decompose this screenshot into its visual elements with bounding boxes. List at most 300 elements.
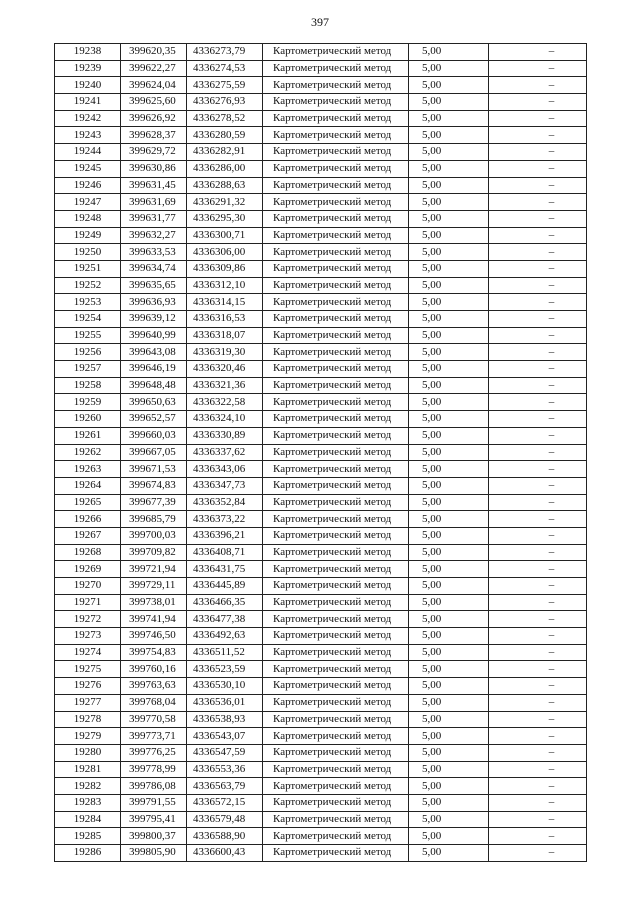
description-cell: –	[489, 127, 587, 144]
x-coordinate-cell: 399622,27	[121, 60, 187, 77]
table-row	[55, 611, 587, 628]
error-cell: 5,00	[409, 644, 489, 661]
table-row	[55, 427, 587, 444]
table-row	[55, 294, 587, 311]
error-cell: 5,00	[409, 311, 489, 328]
point-number-cell: 19238	[55, 44, 121, 61]
x-coordinate-cell: 399631,45	[121, 177, 187, 194]
error-cell: 5,00	[409, 60, 489, 77]
point-number-cell: 19247	[55, 194, 121, 211]
x-coordinate-cell: 399671,53	[121, 461, 187, 478]
description-cell: –	[489, 294, 587, 311]
y-coordinate-cell: 4336318,07	[187, 327, 263, 344]
y-coordinate-cell: 4336309,86	[187, 260, 263, 277]
x-coordinate-cell: 399635,65	[121, 277, 187, 294]
y-coordinate-cell: 4336316,53	[187, 311, 263, 328]
x-coordinate-cell: 399628,37	[121, 127, 187, 144]
description-cell: –	[489, 277, 587, 294]
x-coordinate-cell: 399634,74	[121, 260, 187, 277]
method-cell: Картометрический метод	[263, 77, 409, 94]
table-row	[55, 244, 587, 261]
x-coordinate-cell: 399629,72	[121, 144, 187, 161]
y-coordinate-cell: 4336291,32	[187, 194, 263, 211]
y-coordinate-cell: 4336347,73	[187, 477, 263, 494]
x-coordinate-cell: 399677,39	[121, 494, 187, 511]
x-coordinate-cell: 399633,53	[121, 244, 187, 261]
error-cell: 5,00	[409, 277, 489, 294]
table-row	[55, 361, 587, 378]
point-number-cell: 19254	[55, 311, 121, 328]
description-cell: –	[489, 561, 587, 578]
x-coordinate-cell: 399800,37	[121, 828, 187, 845]
x-coordinate-cell: 399643,08	[121, 344, 187, 361]
error-cell: 5,00	[409, 628, 489, 645]
y-coordinate-cell: 4336306,00	[187, 244, 263, 261]
method-cell: Картометрический метод	[263, 144, 409, 161]
point-number-cell: 19264	[55, 477, 121, 494]
table-row	[55, 477, 587, 494]
description-cell: –	[489, 678, 587, 695]
point-number-cell: 19286	[55, 845, 121, 862]
x-coordinate-cell: 399650,63	[121, 394, 187, 411]
point-number-cell: 19241	[55, 94, 121, 111]
y-coordinate-cell: 4336352,84	[187, 494, 263, 511]
table-row	[55, 177, 587, 194]
table-row	[55, 94, 587, 111]
x-coordinate-cell: 399624,04	[121, 77, 187, 94]
x-coordinate-cell: 399620,35	[121, 44, 187, 61]
point-number-cell: 19240	[55, 77, 121, 94]
method-cell: Картометрический метод	[263, 744, 409, 761]
description-cell: –	[489, 594, 587, 611]
y-coordinate-cell: 4336330,89	[187, 427, 263, 444]
point-number-cell: 19251	[55, 260, 121, 277]
y-coordinate-cell: 4336282,91	[187, 144, 263, 161]
table-row	[55, 661, 587, 678]
x-coordinate-cell: 399639,12	[121, 311, 187, 328]
y-coordinate-cell: 4336300,71	[187, 227, 263, 244]
description-cell: –	[489, 778, 587, 795]
x-coordinate-cell: 399709,82	[121, 544, 187, 561]
y-coordinate-cell: 4336538,93	[187, 711, 263, 728]
error-cell: 5,00	[409, 794, 489, 811]
error-cell: 5,00	[409, 294, 489, 311]
y-coordinate-cell: 4336320,46	[187, 361, 263, 378]
table-row	[55, 60, 587, 77]
x-coordinate-cell: 399632,27	[121, 227, 187, 244]
x-coordinate-cell: 399660,03	[121, 427, 187, 444]
y-coordinate-cell: 4336536,01	[187, 694, 263, 711]
error-cell: 5,00	[409, 77, 489, 94]
method-cell: Картометрический метод	[263, 628, 409, 645]
point-number-cell: 19245	[55, 160, 121, 177]
x-coordinate-cell: 399770,58	[121, 711, 187, 728]
table-row	[55, 144, 587, 161]
table-body	[55, 44, 587, 862]
method-cell: Картометрический метод	[263, 127, 409, 144]
description-cell: –	[489, 394, 587, 411]
point-number-cell: 19263	[55, 461, 121, 478]
error-cell: 5,00	[409, 344, 489, 361]
y-coordinate-cell: 4336273,79	[187, 44, 263, 61]
point-number-cell: 19244	[55, 144, 121, 161]
y-coordinate-cell: 4336553,36	[187, 761, 263, 778]
y-coordinate-cell: 4336337,62	[187, 444, 263, 461]
x-coordinate-cell: 399746,50	[121, 628, 187, 645]
description-cell: –	[489, 461, 587, 478]
table-row	[55, 461, 587, 478]
point-number-cell: 19281	[55, 761, 121, 778]
y-coordinate-cell: 4336321,36	[187, 377, 263, 394]
y-coordinate-cell: 4336343,06	[187, 461, 263, 478]
method-cell: Картометрический метод	[263, 511, 409, 528]
y-coordinate-cell: 4336477,38	[187, 611, 263, 628]
error-cell: 5,00	[409, 594, 489, 611]
method-cell: Картометрический метод	[263, 194, 409, 211]
description-cell: –	[489, 578, 587, 595]
error-cell: 5,00	[409, 244, 489, 261]
description-cell: –	[489, 244, 587, 261]
table-row	[55, 527, 587, 544]
table-row	[55, 511, 587, 528]
x-coordinate-cell: 399626,92	[121, 110, 187, 127]
error-cell: 5,00	[409, 694, 489, 711]
point-number-cell: 19257	[55, 361, 121, 378]
table-row	[55, 494, 587, 511]
y-coordinate-cell: 4336408,71	[187, 544, 263, 561]
description-cell: –	[489, 728, 587, 745]
point-number-cell: 19282	[55, 778, 121, 795]
table-row	[55, 210, 587, 227]
error-cell: 5,00	[409, 561, 489, 578]
description-cell: –	[489, 811, 587, 828]
method-cell: Картометрический метод	[263, 427, 409, 444]
method-cell: Картометрический метод	[263, 210, 409, 227]
method-cell: Картометрический метод	[263, 377, 409, 394]
method-cell: Картометрический метод	[263, 394, 409, 411]
y-coordinate-cell: 4336275,59	[187, 77, 263, 94]
method-cell: Картометрический метод	[263, 94, 409, 111]
table-row	[55, 628, 587, 645]
error-cell: 5,00	[409, 144, 489, 161]
x-coordinate-cell: 399631,77	[121, 210, 187, 227]
point-number-cell: 19267	[55, 527, 121, 544]
method-cell: Картометрический метод	[263, 527, 409, 544]
method-cell: Картометрический метод	[263, 244, 409, 261]
point-number-cell: 19259	[55, 394, 121, 411]
table-row	[55, 77, 587, 94]
description-cell: –	[489, 110, 587, 127]
y-coordinate-cell: 4336276,93	[187, 94, 263, 111]
method-cell: Картометрический метод	[263, 160, 409, 177]
x-coordinate-cell: 399773,71	[121, 728, 187, 745]
point-number-cell: 19256	[55, 344, 121, 361]
description-cell: –	[489, 761, 587, 778]
table-row	[55, 845, 587, 862]
table-row	[55, 711, 587, 728]
x-coordinate-cell: 399630,86	[121, 160, 187, 177]
method-cell: Картометрический метод	[263, 778, 409, 795]
x-coordinate-cell: 399738,01	[121, 594, 187, 611]
description-cell: –	[489, 494, 587, 511]
method-cell: Картометрический метод	[263, 711, 409, 728]
table-row	[55, 744, 587, 761]
method-cell: Картометрический метод	[263, 644, 409, 661]
table-row	[55, 561, 587, 578]
page-number: 397	[311, 15, 329, 29]
y-coordinate-cell: 4336523,59	[187, 661, 263, 678]
method-cell: Картометрический метод	[263, 344, 409, 361]
table-row	[55, 761, 587, 778]
table-row	[55, 544, 587, 561]
y-coordinate-cell: 4336547,59	[187, 744, 263, 761]
y-coordinate-cell: 4336600,43	[187, 845, 263, 862]
description-cell: –	[489, 711, 587, 728]
x-coordinate-cell: 399674,83	[121, 477, 187, 494]
y-coordinate-cell: 4336314,15	[187, 294, 263, 311]
error-cell: 5,00	[409, 728, 489, 745]
x-coordinate-cell: 399741,94	[121, 611, 187, 628]
x-coordinate-cell: 399667,05	[121, 444, 187, 461]
description-cell: –	[489, 527, 587, 544]
description-cell: –	[489, 210, 587, 227]
method-cell: Картометрический метод	[263, 477, 409, 494]
description-cell: –	[489, 144, 587, 161]
description-cell: –	[489, 227, 587, 244]
description-cell: –	[489, 94, 587, 111]
method-cell: Картометрический метод	[263, 828, 409, 845]
method-cell: Картометрический метод	[263, 177, 409, 194]
error-cell: 5,00	[409, 461, 489, 478]
table-row	[55, 444, 587, 461]
table-row	[55, 194, 587, 211]
description-cell: –	[489, 411, 587, 428]
error-cell: 5,00	[409, 411, 489, 428]
x-coordinate-cell: 399763,63	[121, 678, 187, 695]
method-cell: Картометрический метод	[263, 494, 409, 511]
point-number-cell: 19258	[55, 377, 121, 394]
method-cell: Картометрический метод	[263, 811, 409, 828]
error-cell: 5,00	[409, 711, 489, 728]
table-row	[55, 694, 587, 711]
error-cell: 5,00	[409, 394, 489, 411]
method-cell: Картометрический метод	[263, 461, 409, 478]
x-coordinate-cell: 399805,90	[121, 845, 187, 862]
point-number-cell: 19239	[55, 60, 121, 77]
description-cell: –	[489, 344, 587, 361]
description-cell: –	[489, 260, 587, 277]
error-cell: 5,00	[409, 260, 489, 277]
point-number-cell: 19248	[55, 210, 121, 227]
point-number-cell: 19285	[55, 828, 121, 845]
y-coordinate-cell: 4336530,10	[187, 678, 263, 695]
point-number-cell: 19266	[55, 511, 121, 528]
error-cell: 5,00	[409, 177, 489, 194]
error-cell: 5,00	[409, 678, 489, 695]
x-coordinate-cell: 399700,03	[121, 527, 187, 544]
point-number-cell: 19278	[55, 711, 121, 728]
error-cell: 5,00	[409, 744, 489, 761]
x-coordinate-cell: 399685,79	[121, 511, 187, 528]
method-cell: Картометрический метод	[263, 761, 409, 778]
error-cell: 5,00	[409, 845, 489, 862]
point-number-cell: 19275	[55, 661, 121, 678]
table-row	[55, 411, 587, 428]
point-number-cell: 19246	[55, 177, 121, 194]
method-cell: Картометрический метод	[263, 444, 409, 461]
error-cell: 5,00	[409, 160, 489, 177]
y-coordinate-cell: 4336396,21	[187, 527, 263, 544]
error-cell: 5,00	[409, 44, 489, 61]
method-cell: Картометрический метод	[263, 227, 409, 244]
x-coordinate-cell: 399636,93	[121, 294, 187, 311]
y-coordinate-cell: 4336431,75	[187, 561, 263, 578]
x-coordinate-cell: 399648,48	[121, 377, 187, 394]
error-cell: 5,00	[409, 778, 489, 795]
error-cell: 5,00	[409, 194, 489, 211]
y-coordinate-cell: 4336322,58	[187, 394, 263, 411]
error-cell: 5,00	[409, 828, 489, 845]
description-cell: –	[489, 544, 587, 561]
method-cell: Картометрический метод	[263, 728, 409, 745]
y-coordinate-cell: 4336466,35	[187, 594, 263, 611]
table-row	[55, 160, 587, 177]
method-cell: Картометрический метод	[263, 110, 409, 127]
y-coordinate-cell: 4336543,07	[187, 728, 263, 745]
error-cell: 5,00	[409, 527, 489, 544]
error-cell: 5,00	[409, 811, 489, 828]
coordinates-table	[54, 43, 587, 862]
x-coordinate-cell: 399791,55	[121, 794, 187, 811]
table-row	[55, 578, 587, 595]
table-row	[55, 127, 587, 144]
point-number-cell: 19280	[55, 744, 121, 761]
description-cell: –	[489, 845, 587, 862]
description-cell: –	[489, 611, 587, 628]
x-coordinate-cell: 399786,08	[121, 778, 187, 795]
method-cell: Картометрический метод	[263, 845, 409, 862]
description-cell: –	[489, 628, 587, 645]
point-number-cell: 19262	[55, 444, 121, 461]
description-cell: –	[489, 644, 587, 661]
error-cell: 5,00	[409, 511, 489, 528]
error-cell: 5,00	[409, 327, 489, 344]
y-coordinate-cell: 4336295,30	[187, 210, 263, 227]
table-row	[55, 260, 587, 277]
error-cell: 5,00	[409, 494, 489, 511]
point-number-cell: 19250	[55, 244, 121, 261]
error-cell: 5,00	[409, 127, 489, 144]
description-cell: –	[489, 661, 587, 678]
y-coordinate-cell: 4336274,53	[187, 60, 263, 77]
method-cell: Картометрический метод	[263, 327, 409, 344]
point-number-cell: 19253	[55, 294, 121, 311]
table-row	[55, 594, 587, 611]
error-cell: 5,00	[409, 94, 489, 111]
x-coordinate-cell: 399721,94	[121, 561, 187, 578]
error-cell: 5,00	[409, 444, 489, 461]
error-cell: 5,00	[409, 427, 489, 444]
method-cell: Картометрический метод	[263, 561, 409, 578]
error-cell: 5,00	[409, 210, 489, 227]
y-coordinate-cell: 4336319,30	[187, 344, 263, 361]
method-cell: Картометрический метод	[263, 60, 409, 77]
x-coordinate-cell: 399776,25	[121, 744, 187, 761]
x-coordinate-cell: 399760,16	[121, 661, 187, 678]
method-cell: Картометрический метод	[263, 411, 409, 428]
method-cell: Картометрический метод	[263, 594, 409, 611]
table-row	[55, 811, 587, 828]
description-cell: –	[489, 694, 587, 711]
x-coordinate-cell: 399795,41	[121, 811, 187, 828]
y-coordinate-cell: 4336278,52	[187, 110, 263, 127]
point-number-cell: 19268	[55, 544, 121, 561]
point-number-cell: 19270	[55, 578, 121, 595]
point-number-cell: 19277	[55, 694, 121, 711]
table-row	[55, 344, 587, 361]
y-coordinate-cell: 4336511,52	[187, 644, 263, 661]
point-number-cell: 19271	[55, 594, 121, 611]
x-coordinate-cell: 399640,99	[121, 327, 187, 344]
point-number-cell: 19255	[55, 327, 121, 344]
error-cell: 5,00	[409, 477, 489, 494]
x-coordinate-cell: 399754,83	[121, 644, 187, 661]
y-coordinate-cell: 4336572,15	[187, 794, 263, 811]
x-coordinate-cell: 399625,60	[121, 94, 187, 111]
description-cell: –	[489, 44, 587, 61]
description-cell: –	[489, 828, 587, 845]
error-cell: 5,00	[409, 377, 489, 394]
description-cell: –	[489, 327, 587, 344]
description-cell: –	[489, 377, 587, 394]
y-coordinate-cell: 4336492,63	[187, 628, 263, 645]
table-row	[55, 377, 587, 394]
point-number-cell: 19260	[55, 411, 121, 428]
table-row	[55, 778, 587, 795]
x-coordinate-cell: 399652,57	[121, 411, 187, 428]
y-coordinate-cell: 4336445,89	[187, 578, 263, 595]
table-row	[55, 277, 587, 294]
error-cell: 5,00	[409, 661, 489, 678]
error-cell: 5,00	[409, 110, 489, 127]
point-number-cell: 19272	[55, 611, 121, 628]
table-row	[55, 311, 587, 328]
point-number-cell: 19242	[55, 110, 121, 127]
point-number-cell: 19284	[55, 811, 121, 828]
error-cell: 5,00	[409, 761, 489, 778]
method-cell: Картометрический метод	[263, 678, 409, 695]
method-cell: Картометрический метод	[263, 661, 409, 678]
point-number-cell: 19279	[55, 728, 121, 745]
error-cell: 5,00	[409, 227, 489, 244]
method-cell: Картометрический метод	[263, 544, 409, 561]
description-cell: –	[489, 60, 587, 77]
x-coordinate-cell: 399768,04	[121, 694, 187, 711]
table-row	[55, 644, 587, 661]
x-coordinate-cell: 399631,69	[121, 194, 187, 211]
description-cell: –	[489, 511, 587, 528]
error-cell: 5,00	[409, 361, 489, 378]
table-row	[55, 678, 587, 695]
description-cell: –	[489, 361, 587, 378]
method-cell: Картометрический метод	[263, 578, 409, 595]
table-row	[55, 828, 587, 845]
y-coordinate-cell: 4336286,00	[187, 160, 263, 177]
method-cell: Картометрический метод	[263, 311, 409, 328]
point-number-cell: 19249	[55, 227, 121, 244]
description-cell: –	[489, 194, 587, 211]
point-number-cell: 19276	[55, 678, 121, 695]
